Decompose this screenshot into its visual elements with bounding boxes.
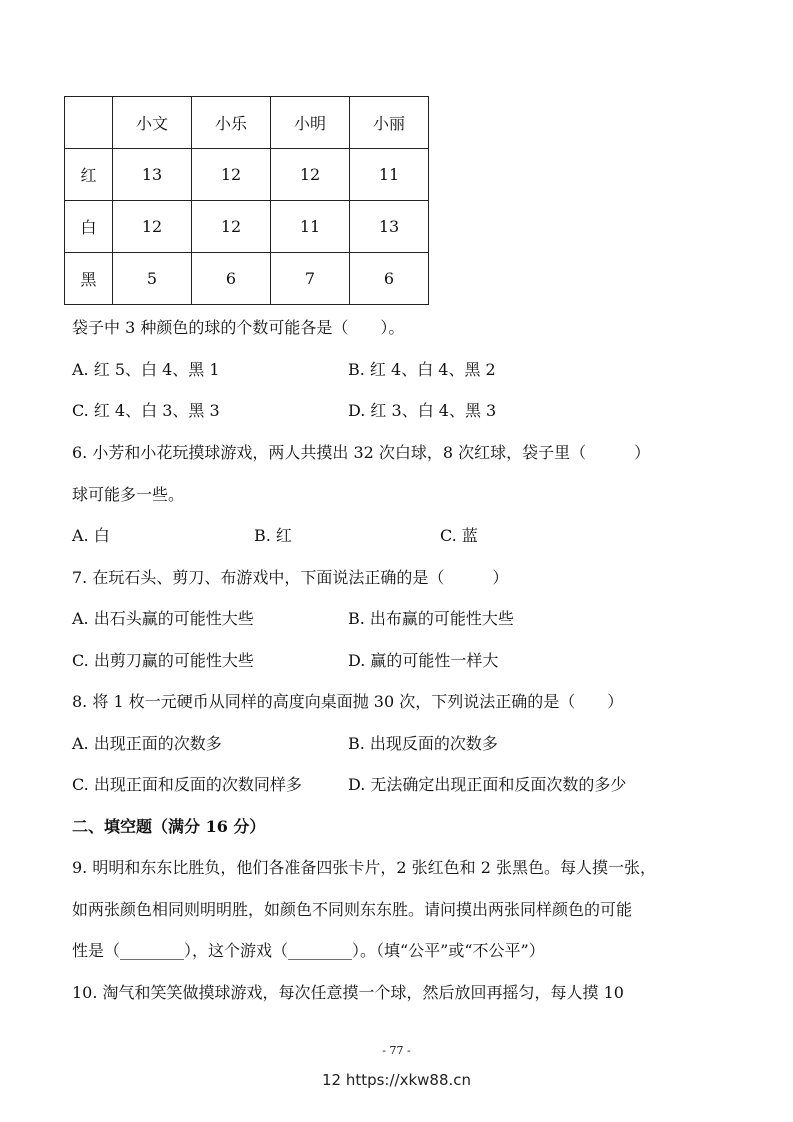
q6-option-c: C. 蓝 [440, 526, 478, 545]
table-cell: 11 [271, 201, 350, 253]
table-cell: 12 [113, 201, 192, 253]
table-header-cell [65, 97, 113, 149]
q7-option-a: A. 出石头赢的可能性大些 [72, 609, 254, 628]
page-number: - 77 - [382, 1044, 411, 1057]
table-cell: 6 [192, 253, 271, 305]
q6-option-a: A. 白 [72, 526, 110, 545]
table-cell: 7 [271, 253, 350, 305]
q7-option-c: C. 出剪刀赢的可能性大些 [72, 651, 254, 670]
q7-stem: 7. 在玩石头、剪刀、布游戏中，下面说法正确的是（ ） [72, 568, 509, 587]
q6-stem-line-1: 6. 小芳和小花玩摸球游戏，两人共摸出 32 次白球，8 次红球，袋子里（ ） [72, 443, 651, 462]
table-row [65, 253, 429, 305]
q6-stem-line-2: 球可能多一些。 [72, 485, 185, 504]
q6-option-b: B. 红 [254, 526, 292, 545]
table-header-cell: 小乐 [192, 97, 271, 149]
table-cell: 黑 [65, 253, 113, 305]
table-cell: 白 [65, 201, 113, 253]
table-header-row [65, 97, 429, 149]
q7-option-b: B. 出布赢的可能性大些 [348, 609, 514, 628]
q7-option-d: D. 赢的可能性一样大 [348, 651, 499, 670]
q10-stem-line-1: 10. 淘气和笑笑做摸球游戏，每次任意摸一个球，然后放回再摇匀，每人摸 10 [72, 983, 624, 1002]
table-header-cell: 小丽 [350, 97, 429, 149]
q5-option-b: B. 红 4、白 4、黑 2 [348, 360, 496, 379]
table-row [65, 149, 429, 201]
table-cell: 12 [271, 149, 350, 201]
q8-option-b: B. 出现反面的次数多 [348, 734, 498, 753]
q5-stem: 袋子中 3 种颜色的球的个数可能各是（ ）。 [72, 318, 405, 337]
table-cell: 11 [350, 149, 429, 201]
table-cell: 12 [192, 149, 271, 201]
table-cell: 12 [192, 201, 271, 253]
q8-option-c: C. 出现正面和反面的次数同样多 [72, 775, 302, 794]
section-heading-fill-in: 二、填空题（满分 16 分） [72, 817, 266, 836]
q5-option-c: C. 红 4、白 3、黑 3 [72, 401, 220, 420]
table-cell: 13 [350, 201, 429, 253]
q8-stem: 8. 将 1 枚一元硬币从同样的高度向桌面抛 30 次，下列说法正确的是（ ） [72, 692, 624, 711]
q5-option-d: D. 红 3、白 4、黑 3 [348, 401, 497, 420]
table-header-cell: 小明 [271, 97, 350, 149]
q8-option-d: D. 无法确定出现正面和反面次数的多少 [348, 775, 627, 794]
source-watermark: 12 https://xkw88.cn [321, 1071, 472, 1089]
table-cell: 5 [113, 253, 192, 305]
q9-stem-line-2: 如两张颜色相同则明明胜，如颜色不同则东东胜。请问摸出两张同样颜色的可能 [72, 900, 633, 919]
q9-stem-line-1: 9. 明明和东东比胜负，他们各准备四张卡片，2 张红色和 2 张黑色。每人摸一张， [72, 858, 656, 877]
table-cell: 红 [65, 149, 113, 201]
table-row [65, 201, 429, 253]
table-header-cell: 小文 [113, 97, 192, 149]
table-cell: 6 [350, 253, 429, 305]
table-cell: 13 [113, 149, 192, 201]
q9-stem-line-3: 性是（________），这个游戏（________）。（填“公平”或“不公平”） [72, 941, 545, 960]
results-table [64, 96, 429, 305]
q5-option-a: A. 红 5、白 4、黑 1 [72, 360, 220, 379]
q8-option-a: A. 出现正面的次数多 [72, 734, 222, 753]
